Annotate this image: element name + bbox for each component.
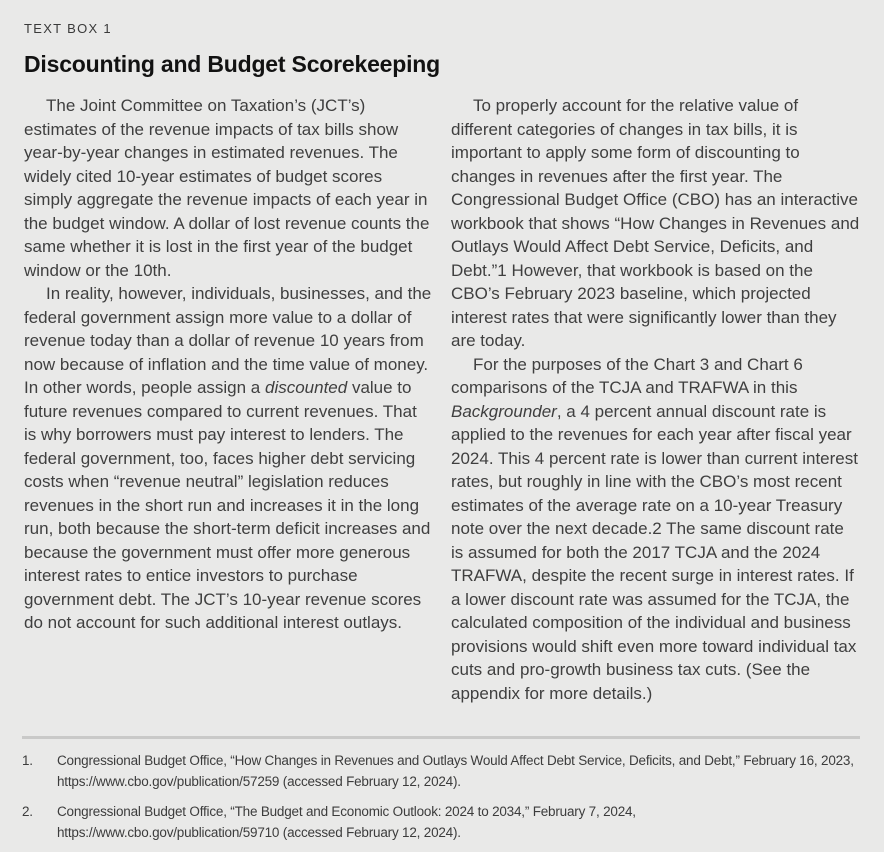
text-run: The Joint Committee on Taxation’s (JCT’s) estimates of the revenue impacts of tax bills show year-by-year changes in estimated revenues. The widely cited 10-year estimates of budget scores simply aggregate the revenue impacts of each year in the budget window. A dollar of lost revenue counts the same whether it is lost in the first year of the budget window or the 10th. <box>24 96 430 280</box>
footnote-list <box>22 750 860 843</box>
body-columns <box>24 94 860 705</box>
footnote-item <box>22 801 860 843</box>
footnote-text: Congressional Budget Office, “How Changes in Revenues and Outlays Would Affect Debt Service, Deficits, and Debt,” February 16, 2023, https://www.cbo.gov/publication/57259 (accessed February 12, 2024). <box>57 753 854 789</box>
text-run: To properly account for the relative value of different categories of changes in tax bills, it is important to apply some form of discounting to changes in revenues after the first year. The Congressional Budget Office (CBO) has an interactive workbook that shows “How Changes in Revenues and Outlays Would Affect Debt Service, Deficits, and Debt.”1 However, that workbook is based on the CBO’s February 2023 baseline, which projected interest rates that were significantly lower than they are today. <box>451 96 860 350</box>
paragraph <box>451 94 860 353</box>
footnote-number: 1. <box>22 753 33 768</box>
text-run: value to future revenues compared to current revenues. That is why borrowers must pay interest to lenders. The federal government, too, faces higher debt servicing costs when “revenue neutral” legislation reduces revenues in the short run and increases it in the long run, both because the short-term deficit increases and because the government must offer more generous interest rates to entice investors to purchase government debt. The JCT’s 10-year revenue scores do not account for such additional interest outlays. <box>24 378 431 632</box>
paragraph <box>24 94 433 282</box>
left-column <box>24 94 433 705</box>
page-title: Discounting and Budget Scorekeeping <box>24 51 440 77</box>
paragraph <box>24 282 433 635</box>
footnote-text: Congressional Budget Office, “The Budget and Economic Outlook: 2024 to 2034,” February 7, 2024, https://www.cbo.gov/publication/59710 (accessed February 12, 2024). <box>57 804 636 840</box>
right-column <box>451 94 860 705</box>
text-box-kicker: TEXT BOX 1 <box>24 21 112 36</box>
paragraph <box>451 353 860 706</box>
italic-text-run: discounted <box>264 378 348 397</box>
footnote-item <box>22 750 860 792</box>
italic-text-run: Backgrounder <box>451 401 557 421</box>
footnotes-section <box>22 736 860 852</box>
footnote-number: 2. <box>22 804 33 819</box>
text-run: , a 4 percent annual discount rate is applied to the revenues for each year after fiscal year 2024. This 4 percent rate is lower than current interest rates, but roughly in line with the CBO’s most recent estimates of the average rate on a 10-year Treasury note over the next decade.2 The same discount rate is assumed for both the 2017 TCJA and the 2024 TRAFWA, despite the recent surge in interest rates. If a lower discount rate was assumed for the TCJA, the calculated composition of the individual and business provisions would shift even more toward individual tax cuts and pro-growth business tax cuts. (See the appendix for more details.) <box>451 401 858 703</box>
text-run: For the purposes of the Chart 3 and Chart 6 comparisons of the TCJA and TRAFWA in this <box>451 354 803 397</box>
footnote-divider <box>22 736 860 739</box>
text-run: In reality, however, individuals, businesses, and the federal government assign more value to a dollar of revenue today than a dollar of revenue 10 years from now because of inflation and the time value of money. In other words, people assign a <box>24 284 432 397</box>
